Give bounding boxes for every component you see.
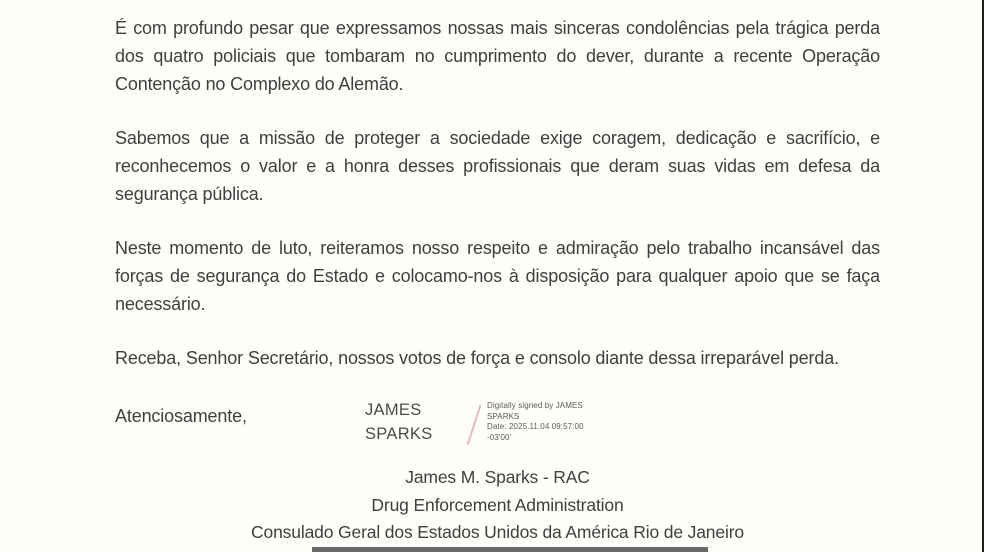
signer-location-line: Consulado Geral dos Estados Unidos da América Rio de Janeiro <box>251 522 744 542</box>
digital-signature-name <box>365 398 433 446</box>
letter-paragraph-mission: Sabemos que a missão de proteger a sociedade exige coragem, dedicação e sacrifício, e reconhecemos o valor e a honra desses profissionais que deram suas vidas em defesa da segurança pública. <box>115 128 880 204</box>
signature-details-line3: Date: 2025.11.04 09:57:00 <box>487 422 584 431</box>
signer-organization-line: Drug Enforcement Administration <box>371 494 624 515</box>
closing-salutation: Atenciosamente, <box>115 406 247 426</box>
bottom-cropped-bar <box>312 547 708 552</box>
letter-paragraph-mourning: Neste momento de luto, reiteramos nosso respeito e admiração pelo trabalho incansável das forças de segurança do Estado e colocamo-nos à disposição para qualquer apoio que se faça necessário. <box>115 238 880 314</box>
digital-signature-details <box>487 401 584 443</box>
letter-paragraph-closing-wishes: Receba, Senhor Secretário, nossos votos de força e consolo diante dessa irreparável perda. <box>115 348 839 368</box>
signature-name-line2: SPARKS <box>365 425 433 443</box>
letter-body <box>115 14 880 547</box>
signer-name-line: James M. Sparks - RAC <box>405 467 590 487</box>
letter-paragraph-condolences: É com profundo pesar que expressamos nossas mais sinceras condolências pela trágica perda dos quatro policiais que tombaram no cumprimento do dever, durante a recente Operação Contenção no Complexo do Alemão. <box>115 18 880 94</box>
signoff-block <box>115 464 880 547</box>
signature-details-line4: -03'00' <box>487 432 512 442</box>
signature-name-line1: JAMES <box>365 401 422 419</box>
signature-details-line1: Digitally signed by JAMES <box>487 401 583 410</box>
signature-details-line2: SPARKS <box>487 411 520 421</box>
signature-flourish-icon <box>467 405 482 446</box>
signature-block <box>115 398 880 460</box>
